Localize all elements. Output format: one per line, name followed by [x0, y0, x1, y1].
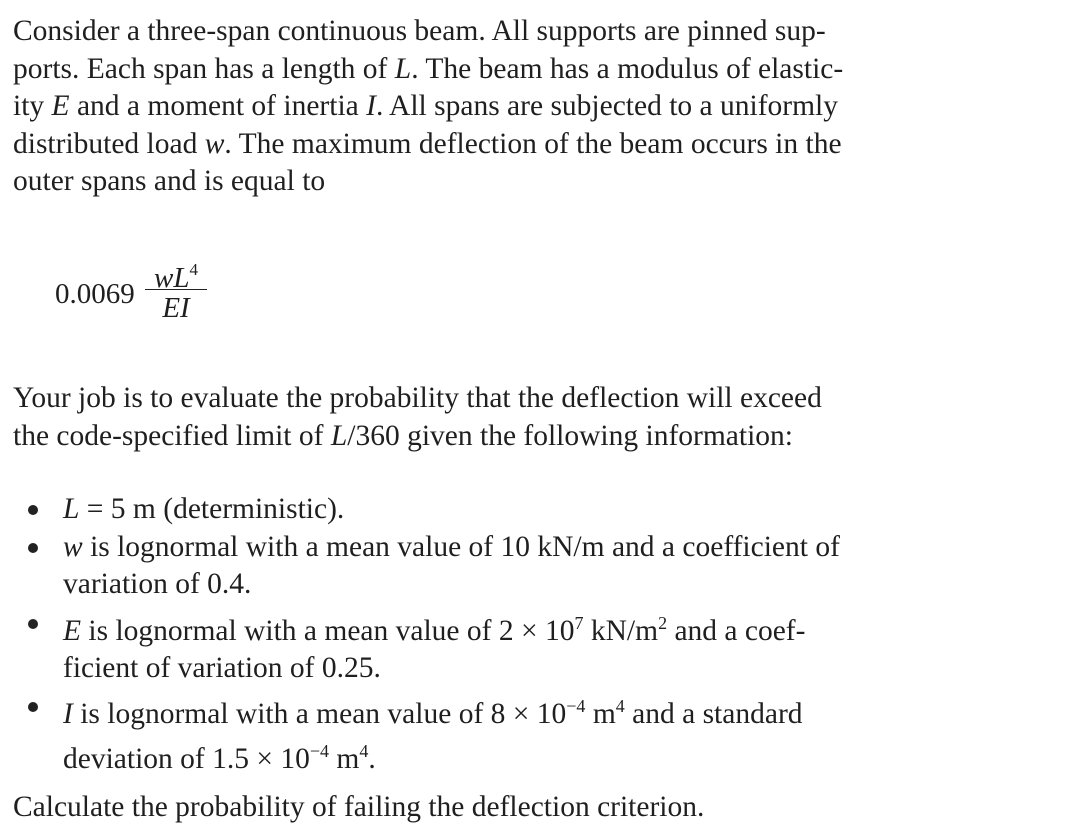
closing-question: Calculate the probability of failing the deflection criterion.: [13, 791, 705, 823]
bullet-4-text-2a: deviation of 1.5 × 10: [63, 743, 310, 775]
equation-fraction: [144, 253, 208, 326]
bullet-1-text: = 5 m (deterministic).: [79, 493, 345, 525]
bullet-4-text-a: is lognormal with a mean value of 8 × 10: [72, 698, 567, 730]
bullet-4-text-2b: m: [329, 743, 360, 775]
bullet-2-text-1: is lognormal with a mean value of 10 kN/m and a coefficient of: [82, 531, 840, 563]
intro-line-1: Consider a three-span continuous beam. All supports are pinned sup-: [13, 15, 826, 47]
bullet-4-exp: −4: [566, 696, 586, 716]
list-item: [13, 529, 948, 603]
job-line-1: Your job is to evaluate the probability that the deflection will exceed: [13, 382, 822, 414]
bullet-3-exp2: 2: [658, 613, 668, 633]
var-w: w: [204, 127, 225, 160]
intro-line-2-a: ports. Each span has a length of: [13, 52, 395, 85]
bullet-4-text-c: and a standard: [624, 698, 803, 730]
job-line-2-c: /360 given the following information:: [347, 419, 793, 452]
bullet-dot-icon: [28, 543, 38, 553]
bullet-3-line-1: [63, 605, 948, 650]
bullet-2-line-2: variation of 0.4.: [63, 568, 252, 600]
bullet-4-exp4: 4: [359, 741, 369, 761]
given-information-list: [13, 491, 948, 779]
var-L-limit: L: [330, 419, 348, 452]
equation-numerator: [144, 253, 208, 294]
intro-line-4-c: . The maximum deflection of the beam occurs in the: [224, 127, 842, 160]
bullet-3-text-b: kN/m: [583, 615, 659, 647]
bullet-3-text-a: is lognormal with a mean value of 2 × 10: [81, 615, 575, 647]
bullet-dot-icon: [28, 619, 38, 629]
intro-line-2-c: . The beam has a modulus of elastic-: [411, 52, 844, 85]
equation-denominator: EI: [162, 292, 190, 324]
bullet-3-line-2: ficient of variation of 0.25.: [63, 652, 381, 684]
bullet-3-var: E: [63, 615, 82, 647]
list-item: [13, 605, 948, 687]
bullet-4-exp2: 4: [615, 696, 625, 716]
intro-line-4-a: distributed load: [13, 127, 205, 160]
intro-line-2: [13, 51, 943, 89]
bullet-4-line-2: [63, 733, 948, 778]
equation-coefficient: 0.0069: [55, 278, 135, 310]
list-item: [13, 491, 948, 528]
equation-numerator-text: wL: [154, 262, 190, 294]
var-L: L: [394, 52, 412, 85]
var-I: I: [366, 90, 376, 122]
bullet-4-var: I: [63, 698, 73, 730]
bullet-1-var: L: [63, 493, 80, 525]
job-line-2-a: the code-specified limit of: [13, 419, 331, 452]
bullet-2-var: w: [63, 531, 83, 563]
intro-paragraph: [13, 13, 943, 201]
job-line-2: [13, 418, 943, 456]
intro-line-3-a: ity: [13, 90, 52, 122]
intro-line-3: [13, 88, 943, 126]
bullet-dot-icon: [28, 702, 38, 712]
list-item: [13, 688, 948, 778]
bullet-3-exp: 7: [574, 613, 584, 633]
intro-line-5: outer spans and is equal to: [13, 165, 326, 197]
intro-line-3-e: . All spans are subjected to a uniformly: [375, 90, 838, 122]
intro-line-3-c: and a moment of inertia: [69, 90, 367, 122]
bullet-dot-icon: [28, 505, 38, 515]
bullet-3-text-c: and a coef-: [667, 615, 806, 647]
job-paragraph: [13, 380, 943, 455]
equation-numerator-exponent: 4: [189, 260, 198, 279]
intro-line-4: [13, 126, 943, 164]
bullet-1-line: [63, 491, 948, 528]
bullet-4-text-b: m: [585, 698, 616, 730]
bullet-4-text-2c: .: [368, 743, 376, 775]
bullet-4-line-1: [63, 688, 948, 733]
var-E: E: [51, 90, 70, 122]
bullet-2-line-1: [63, 529, 948, 566]
bullet-4-exp3: −4: [309, 741, 330, 761]
